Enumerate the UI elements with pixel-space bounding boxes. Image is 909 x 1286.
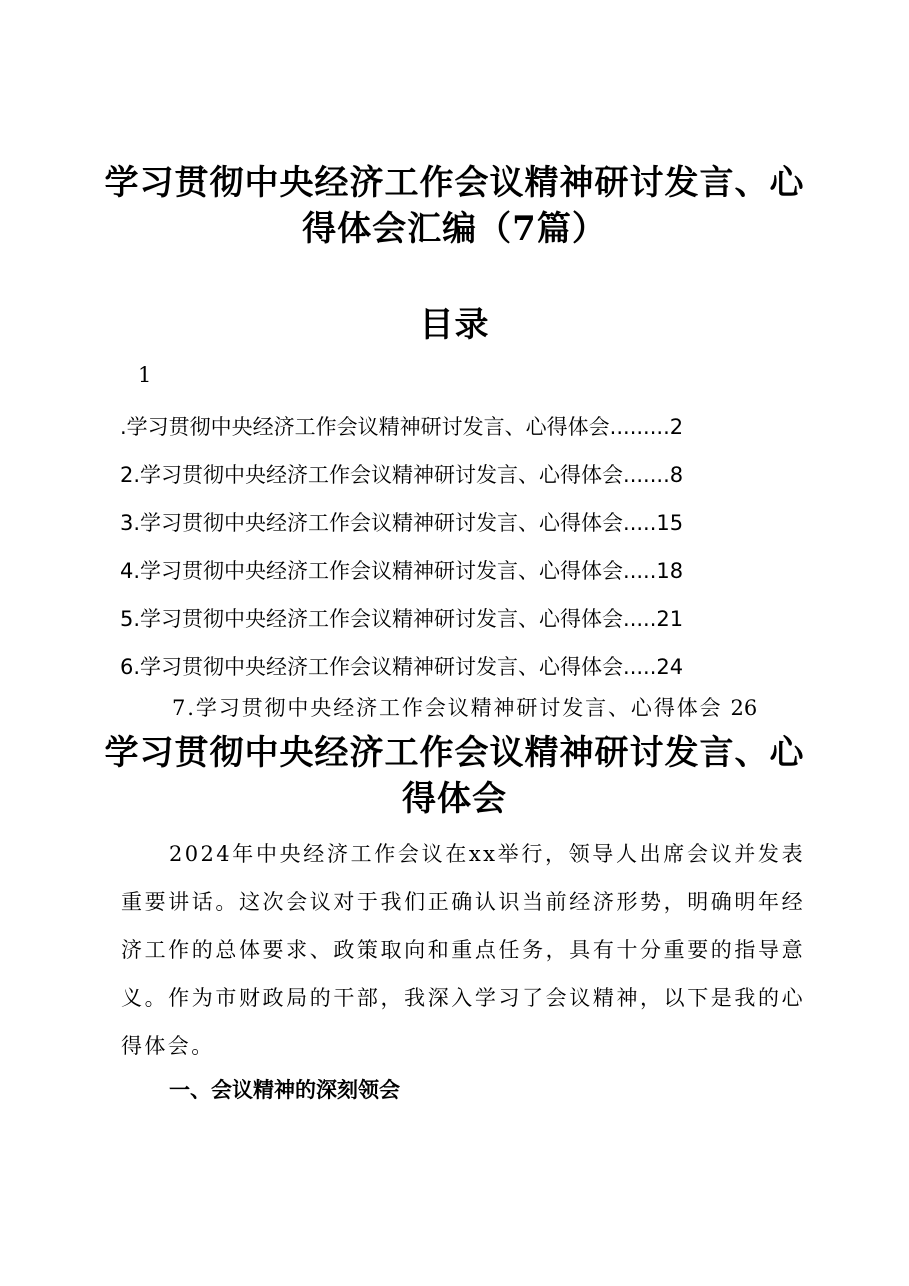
toc-entry[interactable]: 2.学习贯彻中央经济工作会议精神研讨发言、心得体会.......8 xyxy=(120,463,684,487)
section-heading: 一、会议精神的深刻领会 xyxy=(169,1078,400,1102)
toc-entry[interactable]: 6.学习贯彻中央经济工作会议精神研讨发言、心得体会.....24 xyxy=(120,655,684,679)
toc-entry[interactable]: 5.学习贯彻中央经济工作会议精神研讨发言、心得体会.....21 xyxy=(120,607,684,631)
toc-page-number: 26 xyxy=(730,696,758,720)
table-of-contents xyxy=(120,403,800,691)
article-title: 学习贯彻中央经济工作会议精神研讨发言、心得体会 xyxy=(104,733,805,819)
toc-entry-label: 7.学习贯彻中央经济工作会议精神研讨发言、心得体会 xyxy=(172,696,723,720)
toc-entry[interactable]: 4.学习贯彻中央经济工作会议精神研讨发言、心得体会.....18 xyxy=(120,559,684,583)
document-title: 学习贯彻中央经济工作会议精神研讨发言、心得体会汇编（7篇） xyxy=(104,163,805,249)
toc-lead-number: 1 xyxy=(138,363,152,387)
toc-entry[interactable]: .学习贯彻中央经济工作会议精神研讨发言、心得体会.........2 xyxy=(120,415,684,439)
toc-entry-last[interactable] xyxy=(172,690,757,726)
article-paragraph: 2024年中央经济工作会议在xx举行，领导人出席会议并发表重要讲话。这次会议对于我们正确认识当前经济形势，明确明年经济工作的总体要求、政策取向和重点任务，具有十分重要的指导意义。作为市财政局的干部，我深入学习了会议精神，以下是我的心得体会。 xyxy=(121,842,805,1058)
toc-entry[interactable]: 3.学习贯彻中央经济工作会议精神研讨发言、心得体会.....15 xyxy=(120,511,684,535)
toc-heading: 目录 xyxy=(419,305,490,345)
